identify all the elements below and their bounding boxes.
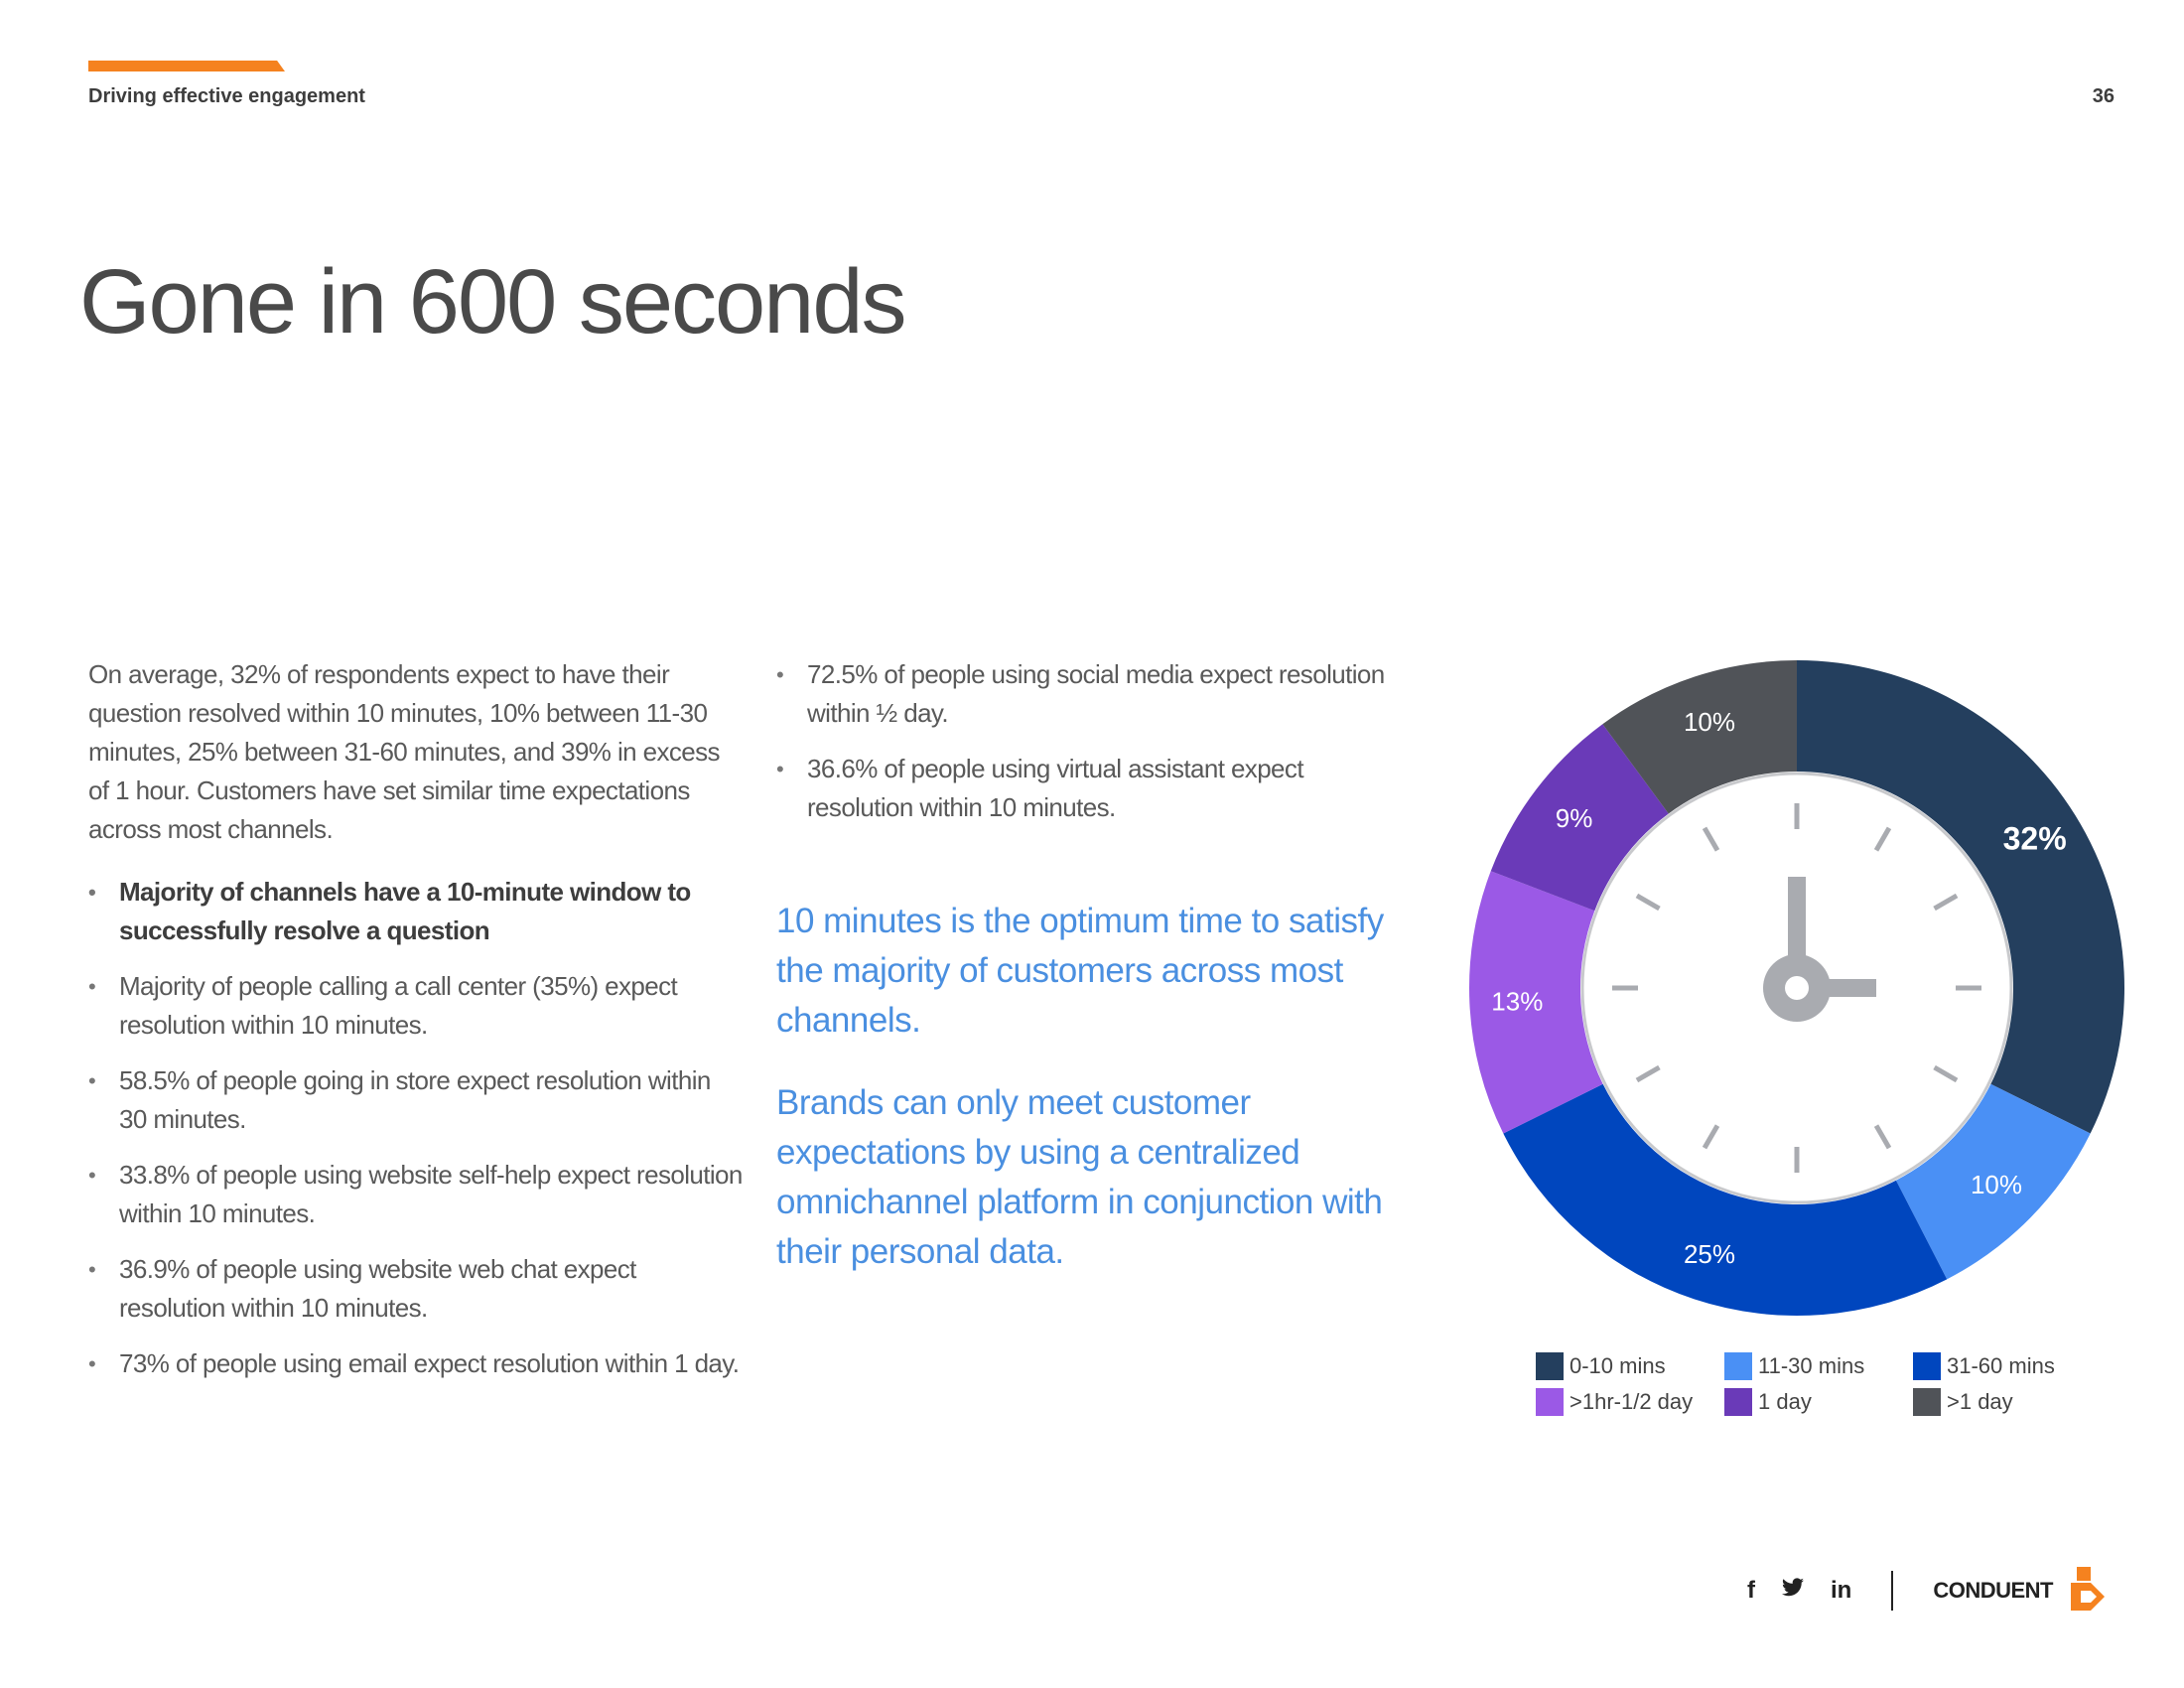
legend-swatch: [1913, 1352, 1941, 1380]
channel-bullet-list-2: [776, 655, 1412, 827]
data-label: 10%: [1683, 707, 1736, 738]
legend-item: [1724, 1350, 1913, 1382]
list-item: • 73% of people using email expect resolution within 1 day.: [88, 1344, 744, 1383]
legend-swatch: [1724, 1388, 1752, 1416]
list-item: • 72.5% of people using social media expect resolution within ½ day.: [776, 655, 1412, 733]
callout-centralized-platform: Brands can only meet customer expectations by using a centralized omnichannel platform in conjunction with their personal data.: [776, 1083, 1383, 1271]
legend-label: 31-60 mins: [1947, 1353, 2055, 1378]
legend-label: 0-10 mins: [1570, 1353, 1666, 1378]
linkedin-icon[interactable]: in: [1831, 1577, 1852, 1604]
legend-swatch: [1913, 1388, 1941, 1416]
list-item: • 36.9% of people using website web chat expect resolution within 10 minutes.: [88, 1250, 744, 1328]
legend-item: [1913, 1350, 2092, 1382]
data-label: 25%: [1683, 1238, 1736, 1269]
list-item: • Majority of channels have a 10-minute window to successfully resolve a question: [88, 873, 744, 950]
page-number: 36: [2092, 85, 2115, 107]
list-item: • 58.5% of people going in store expect resolution within 30 minutes.: [88, 1061, 744, 1139]
resolution-time-donut-chart: [1449, 645, 2144, 1321]
twitter-icon[interactable]: [1781, 1577, 1805, 1605]
legend-item: [1913, 1386, 2092, 1418]
right-column: [776, 655, 1412, 1277]
legend-item: [1536, 1386, 1724, 1418]
header-accent-bar: [88, 61, 285, 71]
legend-swatch: [1536, 1352, 1564, 1380]
left-column: [88, 655, 744, 1400]
facebook-icon[interactable]: f: [1747, 1577, 1755, 1604]
legend-label: 1 day: [1758, 1389, 1812, 1414]
chart-legend: [1536, 1350, 2092, 1418]
footer-divider: [1891, 1571, 1893, 1611]
data-label: 9%: [1555, 803, 1593, 834]
data-label: 32%: [2002, 820, 2067, 857]
list-item: • 36.6% of people using virtual assistant expect resolution within 10 minutes.: [776, 750, 1412, 827]
brand-wordmark: CONDUENT: [1933, 1578, 2053, 1603]
intro-paragraph: On average, 32% of respondents expect to have their question resolved within 10 minutes, 10% between 11-30 minutes, 25% between 31-60 minutes, and 39% in excess of 1 hour. Customers have set similar time expectations across most channels.: [88, 659, 720, 844]
page-title: Gone in 600 seconds: [79, 251, 905, 352]
legend-swatch: [1724, 1352, 1752, 1380]
donut-chart-svg: [1449, 645, 2144, 1321]
legend-item: [1536, 1350, 1724, 1382]
list-item: • 33.8% of people using website self-help expect resolution within 10 minutes.: [88, 1156, 744, 1233]
legend-label: >1 day: [1947, 1389, 2013, 1414]
data-label: 10%: [1970, 1169, 2023, 1199]
legend-label: 11-30 mins: [1758, 1353, 1865, 1378]
legend-item: [1724, 1386, 1913, 1418]
legend-label: >1hr-1/2 day: [1570, 1389, 1694, 1414]
channel-bullet-list: [88, 873, 744, 1383]
data-label: 13%: [1491, 986, 1544, 1017]
conduent-logo-icon: [2061, 1567, 2107, 1616]
callout-optimum-time: 10 minutes is the optimum time to satisfy the majority of customers across most channels.: [776, 902, 1384, 1040]
legend-swatch: [1536, 1388, 1564, 1416]
list-item: • Majority of people calling a call center (35%) expect resolution within 10 minutes.: [88, 967, 744, 1045]
footer: [1747, 1569, 2107, 1613]
section-label: Driving effective engagement: [88, 85, 365, 107]
